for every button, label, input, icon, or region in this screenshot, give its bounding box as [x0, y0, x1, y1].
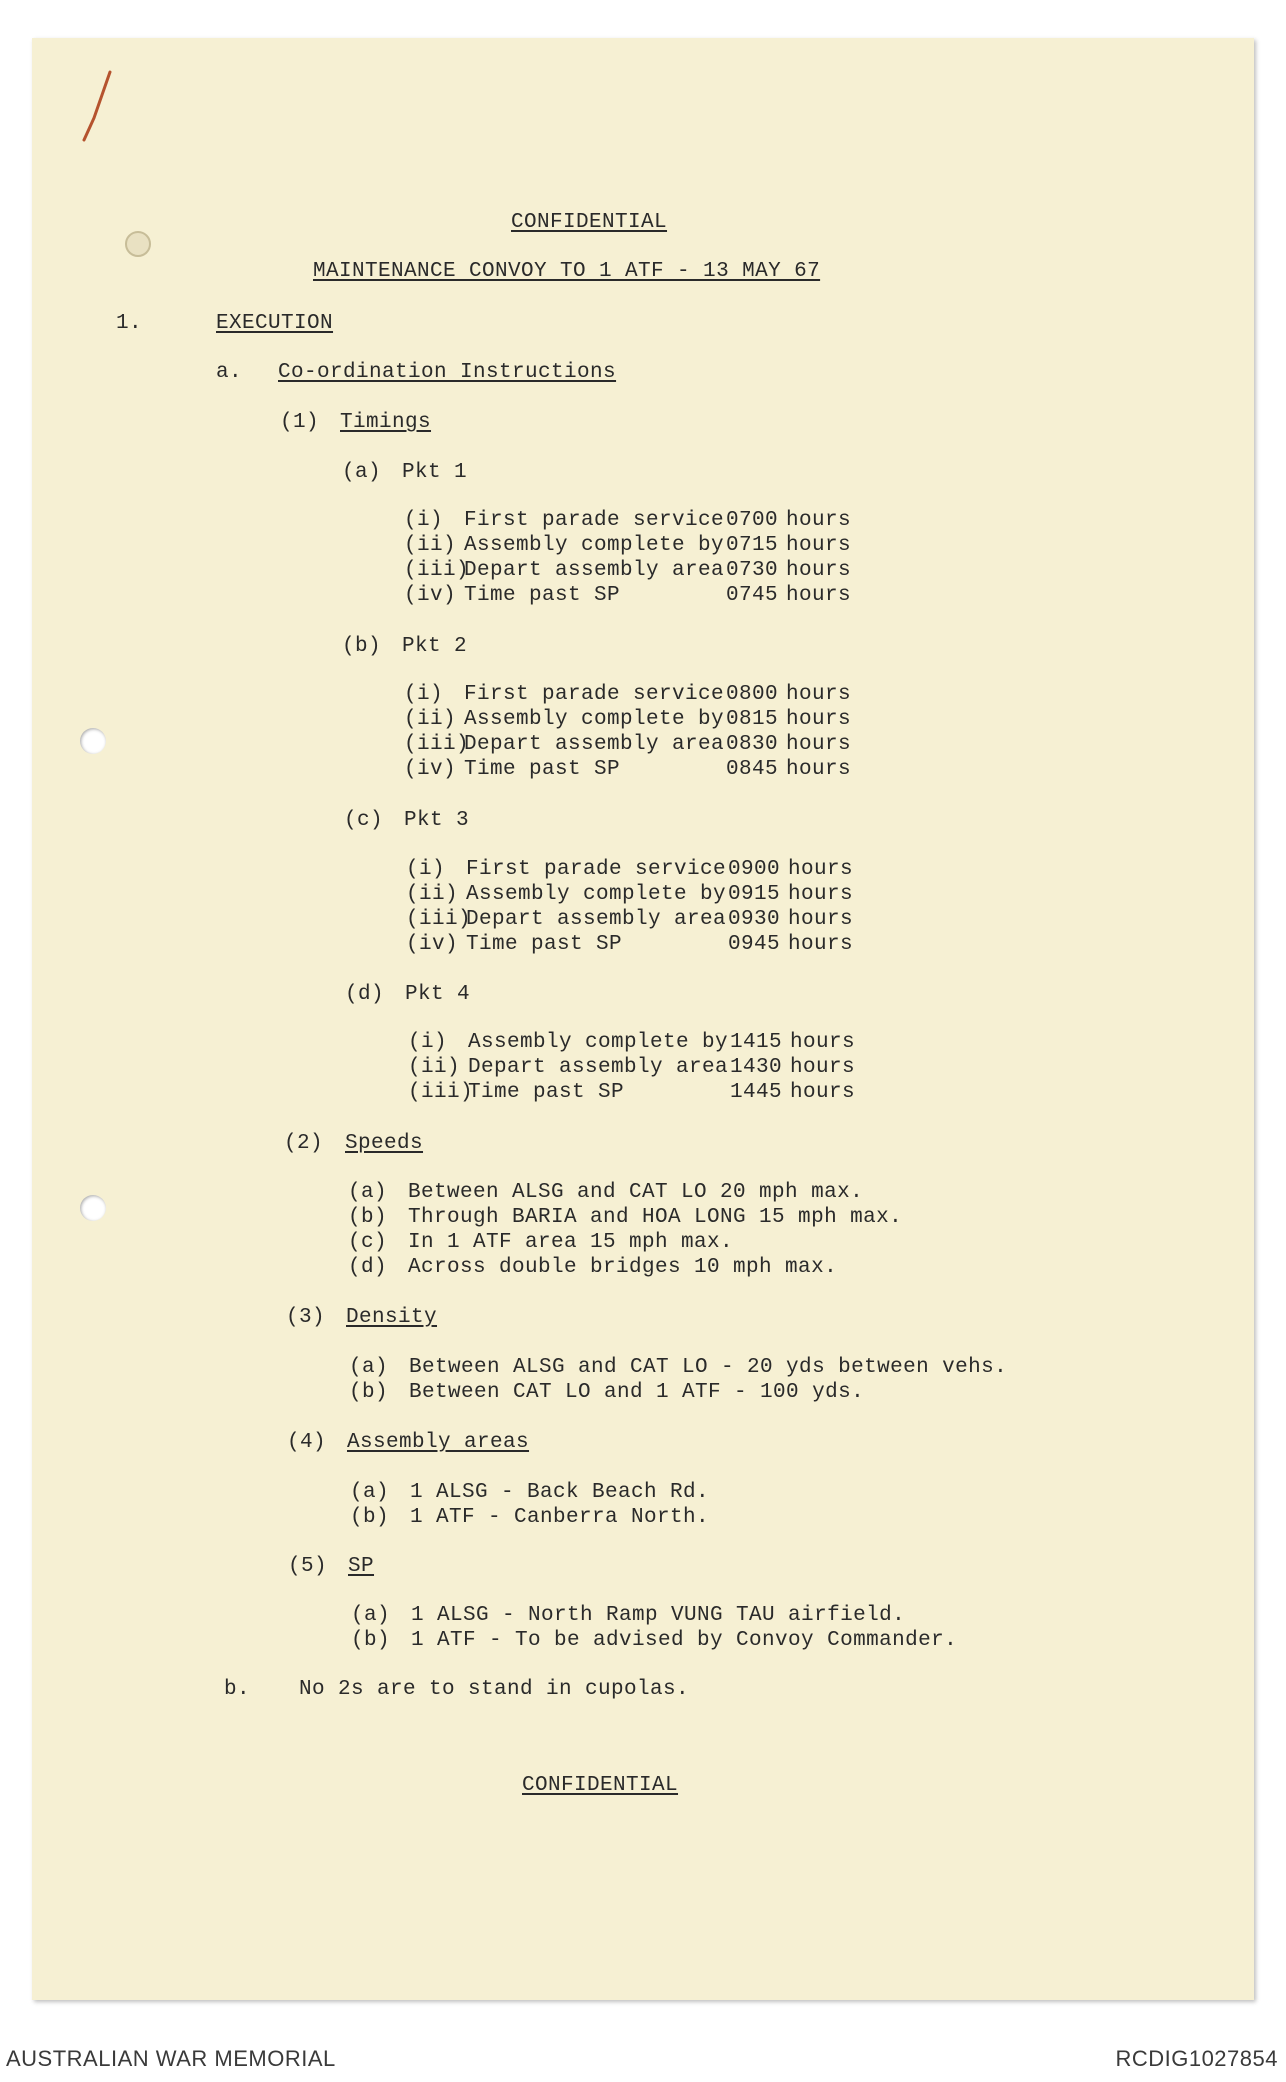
speed-item-label: (c) — [348, 1231, 388, 1254]
row-description: Time past SP — [468, 1081, 625, 1104]
density-item-text: Between ALSG and CAT LO - 20 yds between vehs. — [409, 1356, 1008, 1379]
timing-row — [406, 907, 853, 932]
row-description: First parade service — [466, 858, 727, 881]
sp-item-label: (b) — [351, 1629, 391, 1652]
row-number: (iii) — [404, 733, 470, 756]
sp-title: SP — [348, 1555, 375, 1578]
timing-row — [404, 732, 851, 757]
row-unit: hours — [786, 509, 852, 532]
row-number: (iv) — [404, 584, 457, 607]
pkt-1-timings — [404, 508, 851, 608]
row-unit: hours — [790, 1056, 856, 1079]
timing-row — [406, 882, 853, 907]
row-unit: hours — [788, 883, 854, 906]
sp-item-text: 1 ALSG - North Ramp VUNG TAU airfield. — [411, 1604, 906, 1627]
row-description: First parade service — [464, 509, 725, 532]
row-time: 0945 — [728, 933, 781, 956]
density-title: Density — [346, 1306, 438, 1329]
row-unit: hours — [788, 933, 854, 956]
timing-row — [406, 932, 853, 957]
speed-item-label: (d) — [348, 1256, 388, 1279]
staple-mark — [118, 224, 158, 264]
row-unit: hours — [786, 683, 852, 706]
row-description: Depart assembly area — [468, 1056, 729, 1079]
speed-item-text: Across double bridges 10 mph max. — [408, 1256, 838, 1279]
sp-number: (5) — [288, 1555, 328, 1578]
pkt-label: (b) — [342, 635, 382, 658]
section-title: EXECUTION — [216, 312, 334, 335]
speeds-number: (2) — [284, 1132, 324, 1155]
speed-item-text: Between ALSG and CAT LO 20 mph max. — [408, 1181, 864, 1204]
row-unit: hours — [786, 758, 852, 781]
row-description: Assembly complete by — [464, 708, 725, 731]
row-number: (ii) — [406, 883, 459, 906]
row-time: 0830 — [726, 733, 779, 756]
timing-row — [406, 857, 853, 882]
density-item-label: (a) — [349, 1356, 389, 1379]
row-description: First parade service — [464, 683, 725, 706]
timing-row — [404, 757, 851, 782]
row-time: 1445 — [730, 1081, 783, 1104]
speed-item-text: Through BARIA and HOA LONG 15 mph max. — [408, 1206, 903, 1229]
row-time: 0900 — [728, 858, 781, 881]
timing-row — [408, 1055, 855, 1080]
document-title: MAINTENANCE CONVOY TO 1 ATF - 13 MAY 67 — [313, 260, 821, 283]
pkt-3-timings — [406, 857, 853, 957]
pkt-name: Pkt 3 — [404, 809, 470, 832]
row-number: (ii) — [408, 1056, 461, 1079]
row-description: Depart assembly area — [464, 733, 725, 756]
timing-row — [404, 533, 851, 558]
row-number: (iii) — [404, 559, 470, 582]
row-unit: hours — [786, 559, 852, 582]
pkt-name: Pkt 2 — [402, 635, 468, 658]
sp-item-label: (a) — [351, 1604, 391, 1627]
punch-hole-bottom — [80, 1195, 106, 1221]
speeds-title: Speeds — [345, 1132, 424, 1155]
row-number: (i) — [404, 683, 444, 706]
subsection-label: a. — [216, 361, 243, 384]
row-description: Time past SP — [466, 933, 623, 956]
row-description: Time past SP — [464, 584, 621, 607]
assembly-item-text: 1 ATF - Canberra North. — [410, 1506, 710, 1529]
row-description: Assembly complete by — [464, 534, 725, 557]
density-item-text: Between CAT LO and 1 ATF - 100 yds. — [409, 1381, 865, 1404]
pen-mark — [70, 70, 120, 150]
row-unit: hours — [786, 733, 852, 756]
row-number: (i) — [404, 509, 444, 532]
density-number: (3) — [286, 1306, 326, 1329]
speed-item-label: (b) — [348, 1206, 388, 1229]
paragraph-b-text: No 2s are to stand in cupolas. — [299, 1678, 690, 1701]
row-time: 0930 — [728, 908, 781, 931]
pkt-label: (c) — [344, 809, 384, 832]
row-description: Depart assembly area — [464, 559, 725, 582]
row-unit: hours — [786, 708, 852, 731]
density-item-label: (b) — [349, 1381, 389, 1404]
pkt-name: Pkt 4 — [405, 983, 471, 1006]
archive-credit: AUSTRALIAN WAR MEMORIAL — [6, 2046, 336, 2071]
row-description: Assembly complete by — [466, 883, 727, 906]
row-number: (ii) — [404, 534, 457, 557]
timing-row — [404, 707, 851, 732]
pkt-name: Pkt 1 — [402, 461, 468, 484]
timings-number: (1) — [280, 411, 320, 434]
row-unit: hours — [788, 858, 854, 881]
classification-bottom: CONFIDENTIAL — [522, 1774, 679, 1797]
speed-item-label: (a) — [348, 1181, 388, 1204]
row-description: Assembly complete by — [468, 1031, 729, 1054]
classification-top: CONFIDENTIAL — [511, 211, 668, 234]
assembly-title: Assembly areas — [347, 1431, 530, 1454]
row-number: (iii) — [406, 908, 472, 931]
row-time: 0800 — [726, 683, 779, 706]
row-number: (ii) — [404, 708, 457, 731]
row-unit: hours — [786, 534, 852, 557]
timing-row — [404, 583, 851, 608]
row-time: 0815 — [726, 708, 779, 731]
row-time: 0715 — [726, 534, 779, 557]
assembly-item-text: 1 ALSG - Back Beach Rd. — [410, 1481, 710, 1504]
timing-row — [404, 558, 851, 583]
assembly-number: (4) — [287, 1431, 327, 1454]
timing-row — [408, 1030, 855, 1055]
pkt-label: (a) — [342, 461, 382, 484]
assembly-item-label: (b) — [350, 1506, 390, 1529]
section-number: 1. — [116, 312, 143, 335]
timing-row — [404, 682, 851, 707]
row-number: (iii) — [408, 1081, 474, 1104]
row-unit: hours — [790, 1081, 856, 1104]
speed-item-text: In 1 ATF area 15 mph max. — [408, 1231, 734, 1254]
paragraph-b-label: b. — [224, 1678, 251, 1701]
row-time: 0730 — [726, 559, 779, 582]
row-time: 0845 — [726, 758, 779, 781]
punch-hole-top — [80, 728, 106, 754]
pkt-label: (d) — [345, 983, 385, 1006]
row-time: 0915 — [728, 883, 781, 906]
row-description: Depart assembly area — [466, 908, 727, 931]
timings-title: Timings — [340, 411, 432, 434]
image-id: RCDIG1027854 — [1115, 2046, 1278, 2071]
assembly-item-label: (a) — [350, 1481, 390, 1504]
row-unit: hours — [786, 584, 852, 607]
row-description: Time past SP — [464, 758, 621, 781]
row-time: 1415 — [730, 1031, 783, 1054]
row-number: (iv) — [404, 758, 457, 781]
timing-row — [408, 1080, 855, 1105]
pkt-4-timings — [408, 1030, 855, 1105]
row-time: 1430 — [730, 1056, 783, 1079]
row-unit: hours — [790, 1031, 856, 1054]
timing-row — [404, 508, 851, 533]
row-number: (i) — [408, 1031, 448, 1054]
sp-item-text: 1 ATF - To be advised by Convoy Commander. — [411, 1629, 958, 1652]
row-number: (i) — [406, 858, 446, 881]
pkt-2-timings — [404, 682, 851, 782]
row-number: (iv) — [406, 933, 459, 956]
row-unit: hours — [788, 908, 854, 931]
row-time: 0745 — [726, 584, 779, 607]
subsection-title: Co-ordination Instructions — [278, 361, 617, 384]
row-time: 0700 — [726, 509, 779, 532]
